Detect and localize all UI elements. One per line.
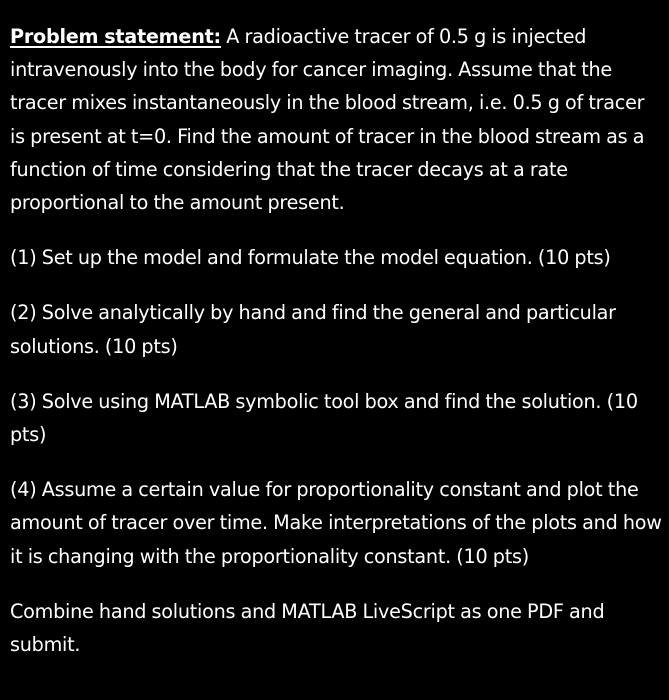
problem-document xyxy=(10,20,662,683)
task-2: (2) Solve analytically by hand and find the general and particular solutions. (10 pts) xyxy=(10,301,616,358)
task-4: (4) Assume a certain value for proportionality constant and plot the amount of tracer over time. Make interpretations of the plots and how it is changing with the proportionality constant. (10 pts) xyxy=(10,478,662,568)
problem-heading: Problem statement: xyxy=(10,25,221,48)
task-3: (3) Solve using MATLAB symbolic tool box and find the solution. (10 pts) xyxy=(10,389,638,447)
submission-instructions: Combine hand solutions and MATLAB LiveScript as one PDF and submit. xyxy=(10,599,605,657)
problem-statement xyxy=(10,20,662,219)
task-1: (1) Set up the model and formulate the model equation. (10 pts) xyxy=(10,246,611,270)
problem-intro: A radioactive tracer of 0.5 g is injected intravenously into the body for cancer imaging. Assume that the tracer mixes instantaneously in the blood stream, i.e. 0.5 g of tracer is present at t=0. Find the amount of tracer in the blood stream as a function of time considering that the tracer decays at a rate proportional to the amount present. xyxy=(10,25,645,215)
